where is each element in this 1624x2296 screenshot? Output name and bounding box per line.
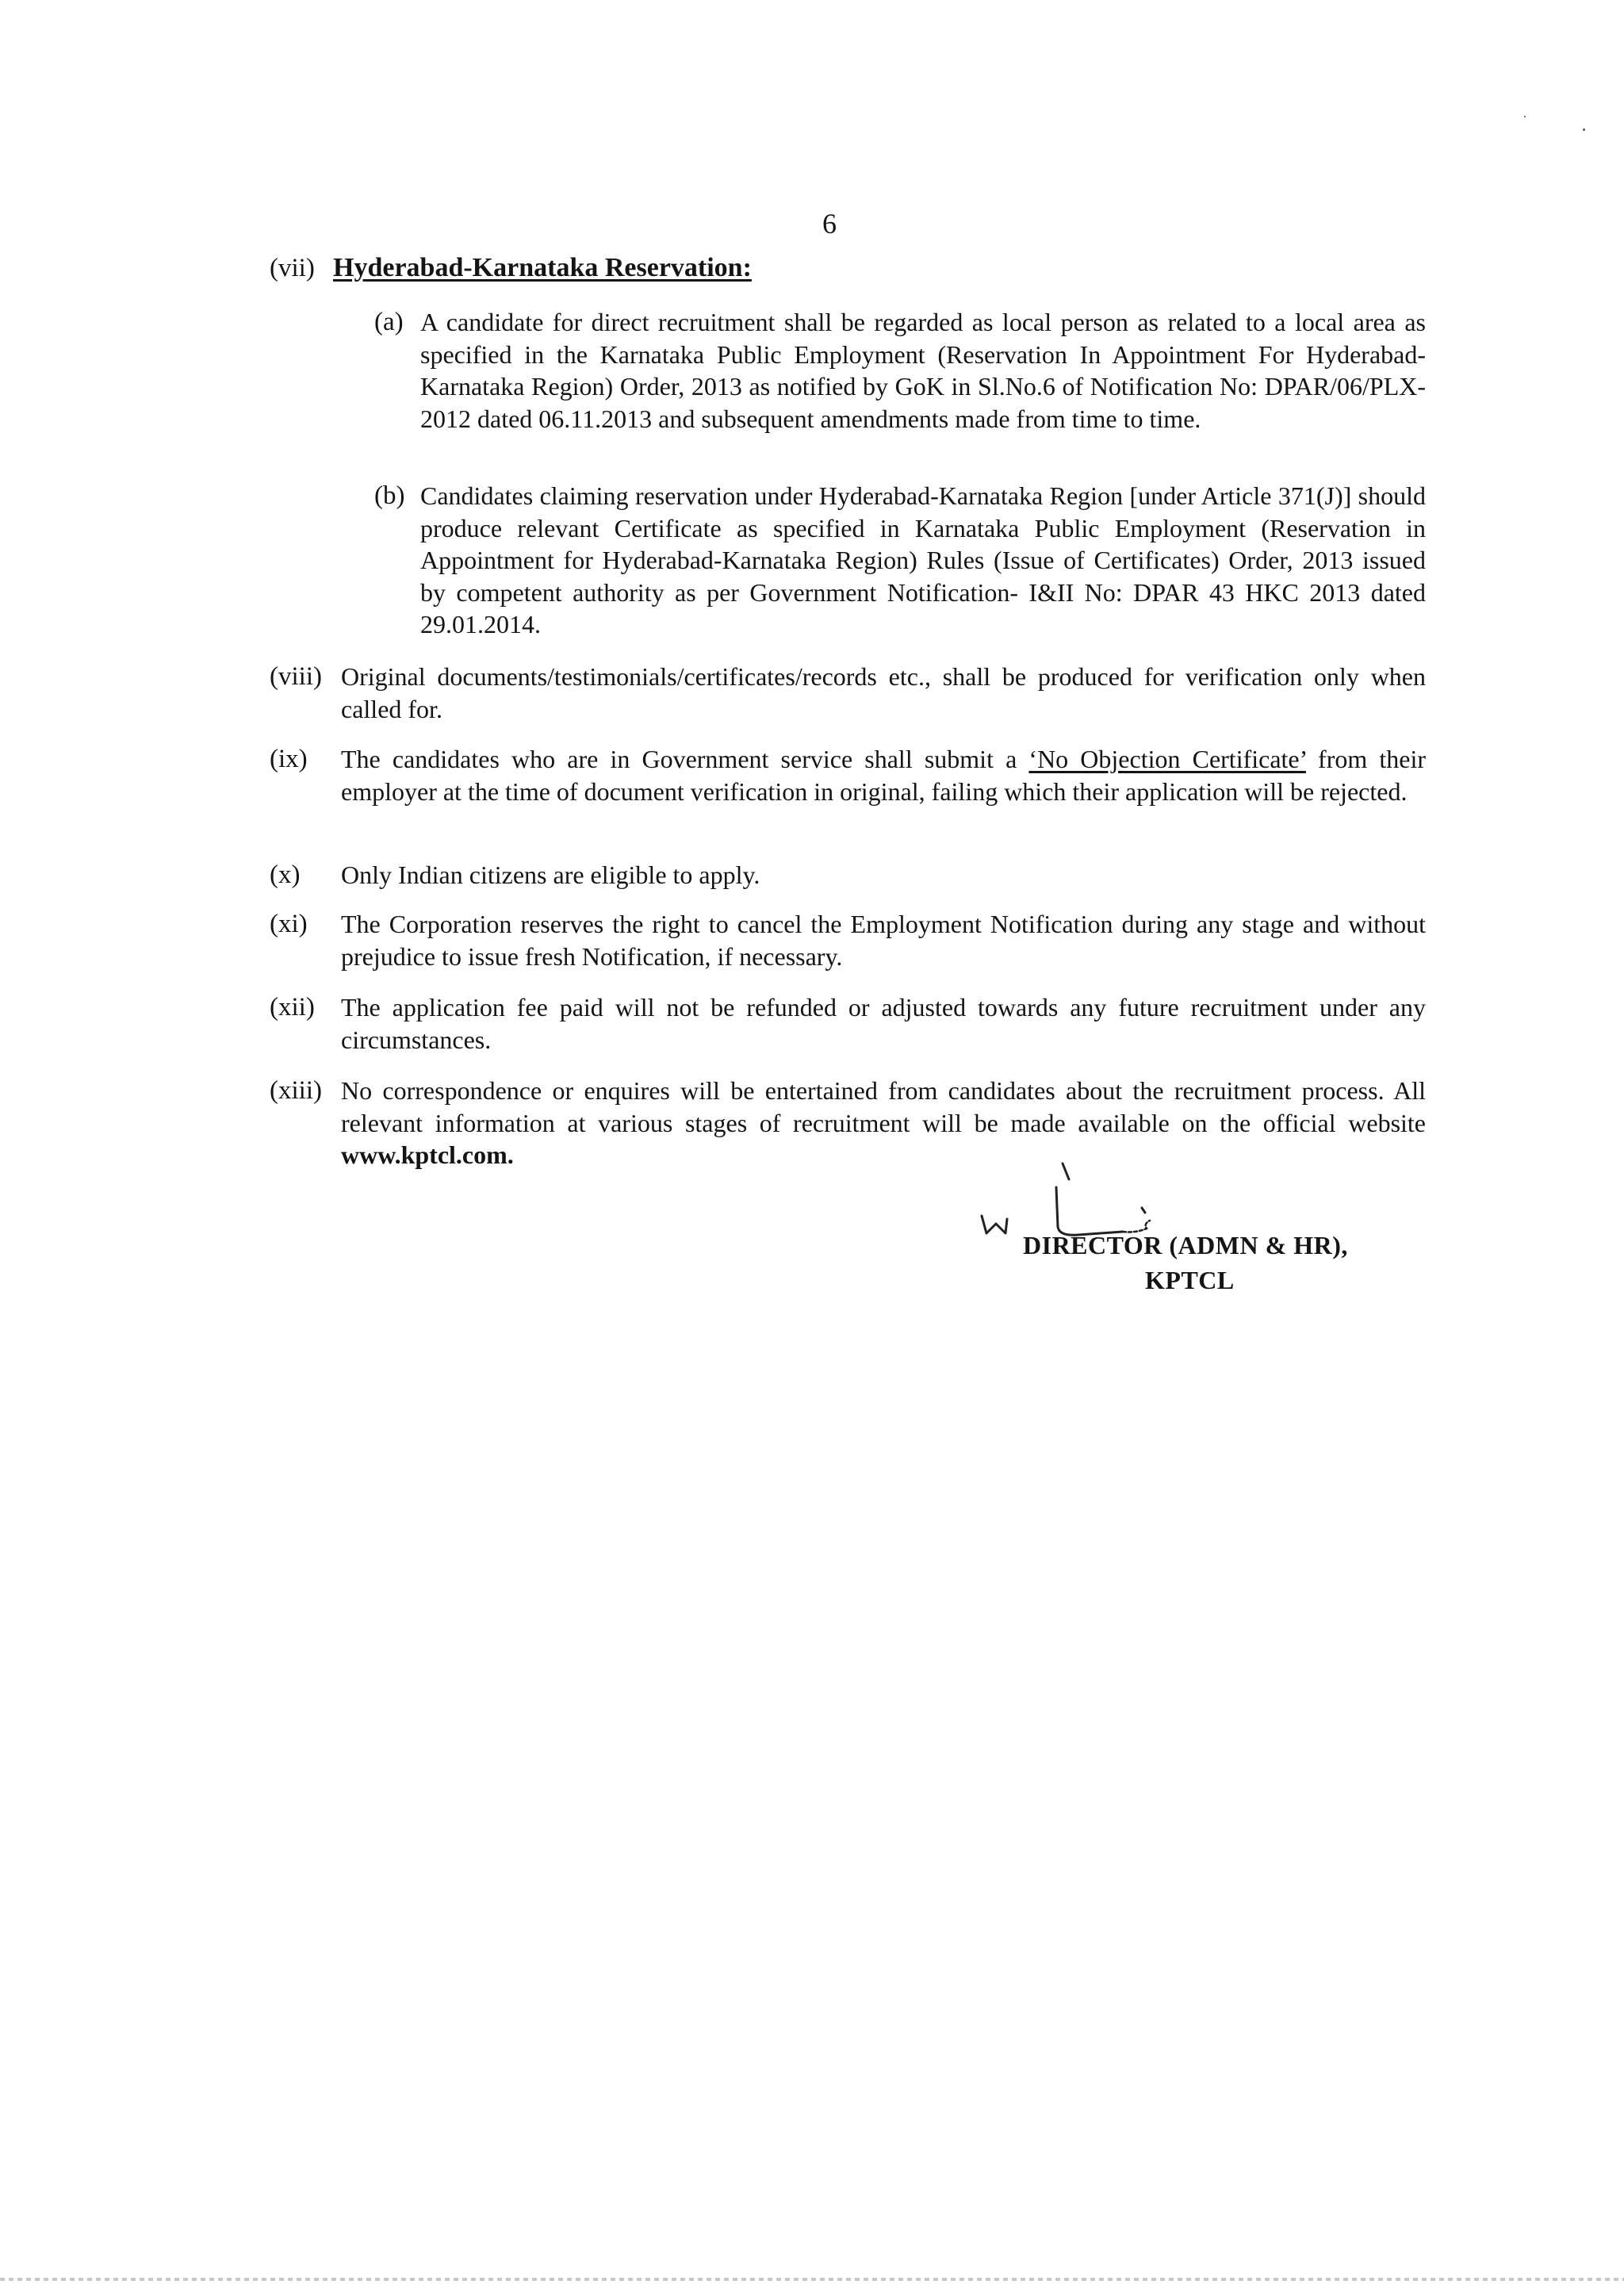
item-number-x: (x) <box>270 861 301 889</box>
subitem-text-a: A candidate for direct recruitment shall be regarded as local person as related to a local area as specified in the Karnataka Public Employment (Reservation In Appointment For Hyderabad-Karnataka Region) Order, 2013 as notified by GoK in Sl.No.6 of Notification No: DPAR/06/PLX-2012 dated 06.11.2013 and subsequent amendments made from time to time. <box>420 308 1426 433</box>
no-objection-certificate-term: ‘No Objection Certificate’ <box>1028 745 1306 773</box>
subitem-label-b: (b) <box>374 481 405 510</box>
item-number-viii: (viii) <box>270 662 322 691</box>
scan-speck <box>1524 116 1526 117</box>
item-number-vii: (vii) <box>270 254 315 282</box>
scan-speck <box>1583 128 1585 131</box>
scan-edge-line <box>0 2278 1624 2281</box>
item-number-xi: (xi) <box>270 910 308 938</box>
subitem-label-a: (a) <box>374 308 404 336</box>
signatory-designation: DIRECTOR (ADMN & HR), <box>1023 1231 1348 1259</box>
item-text-xii: The application fee paid will not be refunded or adjusted towards any future recruitment under any circumstances. <box>341 993 1426 1054</box>
item-text-viii: Original documents/testimonials/certificates/records etc., shall be produced for verification only when called for. <box>341 662 1426 723</box>
section-heading: Hyderabad-Karnataka Reservation: <box>333 253 752 282</box>
item-text-ix-part1: The candidates who are in Government service shall submit a <box>341 745 1029 773</box>
item-number-ix: (ix) <box>270 745 308 773</box>
page-number: 6 <box>822 208 837 240</box>
signatory-organization: KPTCL <box>1145 1266 1235 1294</box>
website-url: www.kptcl.com. <box>341 1140 514 1169</box>
item-text-ix <box>341 743 1426 807</box>
item-text-xi: The Corporation reserves the right to cancel the Employment Notification during any stage and without prejudice to issue fresh Notification, if necessary. <box>341 910 1426 971</box>
item-text-ix-part2: from their employer at the time of document verification in original, failing which their application will be rejected. <box>341 745 1427 806</box>
item-number-xii: (xii) <box>270 993 315 1022</box>
item-text-xiii-part1: No correspondence or enquires will be entertained from candidates about the recruitment process. All relevant information at various stages of recruitment will be made available on the official website <box>341 1076 1426 1137</box>
item-number-xiii: (xiii) <box>270 1076 322 1105</box>
subitem-text-b: Candidates claiming reservation under Hyderabad-Karnataka Region [under Article 371(J)] should produce relevant Certificate as specified in Karnataka Public Employment (Reservation in Appointment for Hyderabad-Karnataka Region) Rules (Issue of Certificates) Order, 2013 issued by competent authority as per Government Notification- I&II No: DPAR 43 HKC 2013 dated 29.01.2014. <box>420 481 1426 638</box>
item-text-x: Only Indian citizens are eligible to apply. <box>341 861 760 889</box>
